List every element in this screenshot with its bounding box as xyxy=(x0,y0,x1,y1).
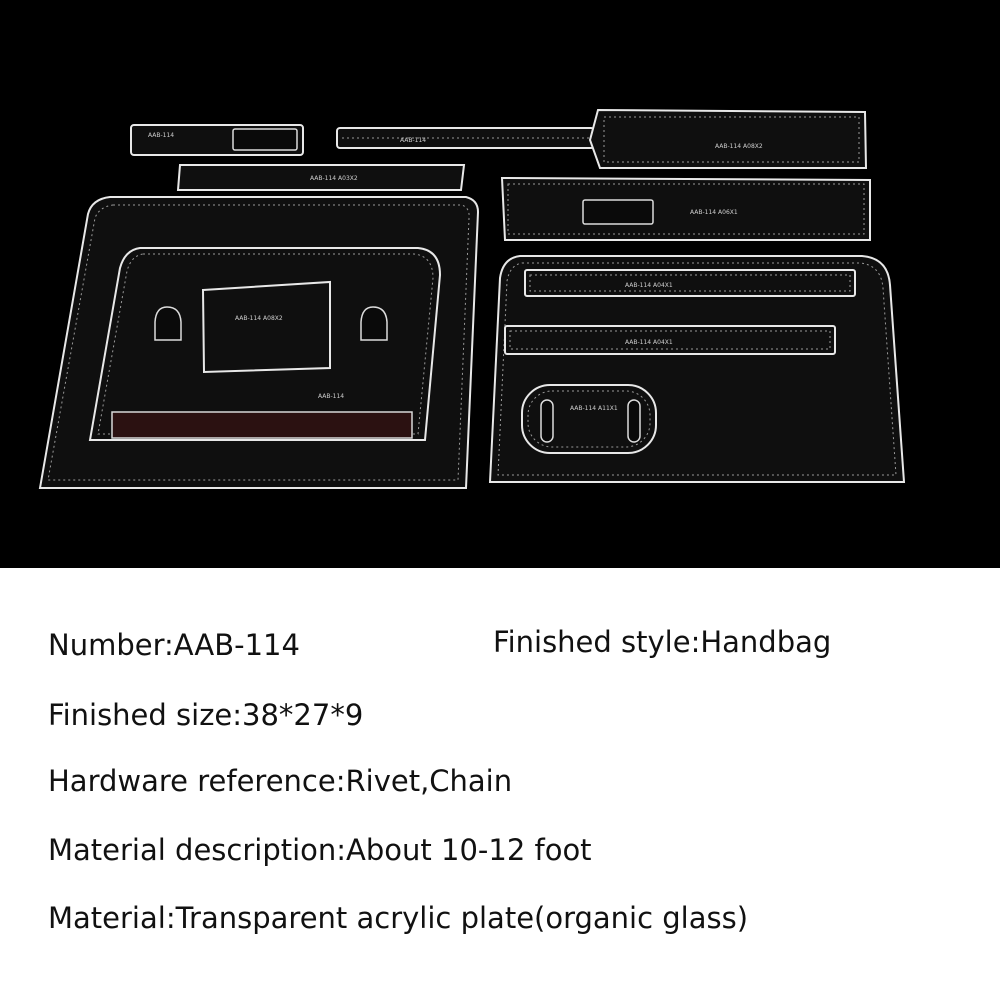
spec-number-value: AAB-114 xyxy=(173,628,300,662)
spec-hardware xyxy=(48,764,512,798)
spec-size-label: Finished size: xyxy=(48,698,243,732)
piece-label: AAB-114 xyxy=(148,132,175,139)
piece-label: AAB-114 xyxy=(400,137,427,144)
spec-material-value: Transparent acrylic plate(organic glass) xyxy=(175,901,749,935)
spec-material-desc-value: About 10-12 foot xyxy=(346,833,592,867)
piece-right-strip xyxy=(502,178,870,240)
piece-label: AAB-114 A03X2 xyxy=(310,175,358,182)
spec-hardware-value: Rivet,Chain xyxy=(345,764,513,798)
piece-top-small-strip xyxy=(131,125,303,155)
spec-material-description xyxy=(48,833,592,867)
piece-large-right-panel xyxy=(490,256,904,482)
piece-label: AAB-114 A06X1 xyxy=(690,209,738,216)
spec-number xyxy=(48,628,300,662)
spec-material-label: Material: xyxy=(48,901,176,935)
spec-material xyxy=(48,901,748,935)
spec-finished-style xyxy=(493,625,831,659)
spec-style-label: Finished style: xyxy=(493,625,701,659)
piece-large-left-panel xyxy=(40,197,478,488)
piece-label: AAB-114 A08X2 xyxy=(715,143,763,150)
piece-label: AAB-114 A08X2 xyxy=(235,315,283,322)
spec-panel xyxy=(0,568,1000,1000)
spec-hardware-label: Hardware reference: xyxy=(48,764,346,798)
spec-style-value: Handbag xyxy=(700,625,832,659)
piece-label: AAB-114 A04X1 xyxy=(625,282,673,289)
piece-label: AAB-114 xyxy=(318,393,345,400)
spec-finished-size xyxy=(48,698,363,732)
piece-top-mid-strip xyxy=(337,128,594,148)
spec-size-value: 38*27*9 xyxy=(242,698,364,732)
spec-material-desc-label: Material description: xyxy=(48,833,347,867)
piece-mid-strip xyxy=(178,165,464,190)
piece-label: AAB-114 A04X1 xyxy=(625,339,673,346)
piece-top-right-strap xyxy=(590,110,866,168)
spec-number-label: Number: xyxy=(48,628,174,662)
piece-label: AAB-114 A11X1 xyxy=(570,405,618,412)
